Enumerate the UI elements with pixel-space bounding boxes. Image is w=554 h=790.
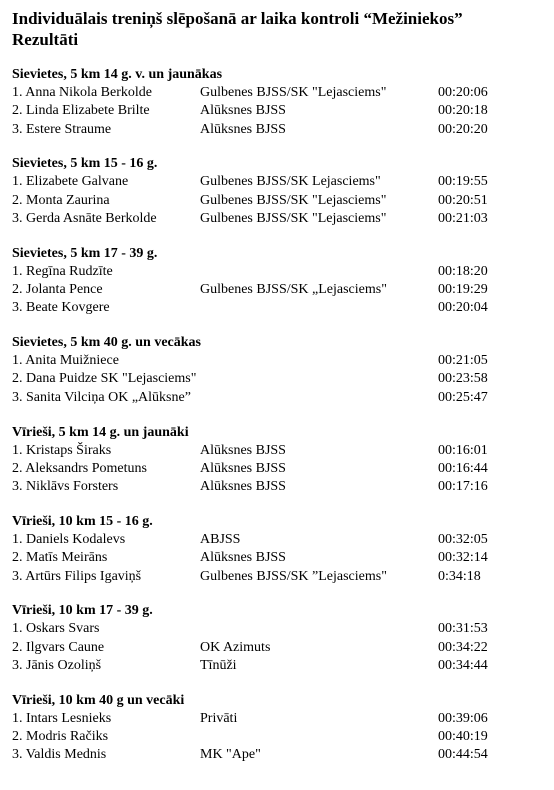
athlete-name: 1. Kristaps Širaks — [12, 442, 112, 458]
title-line-2: Rezultāti — [12, 30, 79, 49]
result-time: 00:23:58 — [438, 371, 488, 387]
athlete-club: Gulbenes BJSS/SK "Lejasciems" — [200, 210, 387, 226]
athlete-name: 3. Jānis Ozoliņš — [12, 657, 102, 673]
athlete-name: 2. Monta Zaurina — [12, 192, 110, 208]
result-row — [12, 710, 544, 728]
athlete-club: Alūksnes BJSS — [200, 103, 286, 119]
document-title — [12, 8, 544, 50]
athlete-club: MK "Ape" — [200, 747, 261, 763]
results-section — [12, 334, 544, 407]
result-row — [12, 299, 544, 317]
result-time: 00:44:54 — [438, 747, 488, 763]
athlete-name: 3. Niklāvs Forsters — [12, 479, 119, 495]
result-row — [12, 746, 544, 764]
athlete-name: 1. Anita Muižniece — [12, 353, 119, 369]
section-heading: Vīrieši, 5 km 14 g. un jaunāki — [12, 424, 189, 440]
athlete-name: 2. Modris Račiks — [12, 729, 109, 745]
athlete-club: OK Azimuts — [200, 639, 271, 655]
result-time: 00:40:19 — [438, 729, 488, 745]
athlete-club: Alūksnes BJSS — [200, 479, 286, 495]
section-heading: Sievietes, 5 km 17 - 39 g. — [12, 245, 158, 261]
result-time: 00:32:14 — [438, 550, 488, 566]
result-row — [12, 210, 544, 228]
result-time: 00:20:04 — [438, 300, 488, 316]
result-row — [12, 531, 544, 549]
results-sections — [12, 66, 544, 765]
result-row — [12, 460, 544, 478]
result-row — [12, 442, 544, 460]
result-row — [12, 352, 544, 370]
result-time: 00:19:55 — [438, 174, 488, 190]
athlete-name: 3. Gerda Asnāte Berkolde — [12, 210, 157, 226]
result-row — [12, 84, 544, 102]
result-row — [12, 549, 544, 567]
result-time: 00:20:06 — [438, 85, 488, 100]
athlete-name: 2. Dana Puidze SK "Lejasciems" — [12, 371, 197, 387]
section-heading: Vīrieši, 10 km 40 g un vecāki — [12, 692, 185, 708]
result-time: 00:20:20 — [438, 121, 488, 137]
result-row — [12, 728, 544, 746]
result-time: 00:21:05 — [438, 353, 488, 369]
result-time: 00:34:22 — [438, 639, 488, 655]
athlete-club: Privāti — [200, 710, 238, 726]
title-line-1: Individuālais treniņš slēpošanā ar laika kontroli “Mežiniekos” — [12, 9, 463, 28]
result-row — [12, 389, 544, 407]
athlete-club: Gulbenes BJSS/SK ”Lejasciems" — [200, 568, 387, 584]
section-heading: Sievietes, 5 km 14 g. v. un jaunākas — [12, 67, 223, 82]
result-time: 00:16:44 — [438, 460, 488, 476]
athlete-club: Gulbenes BJSS/SK "Lejasciems" — [200, 85, 387, 100]
results-section — [12, 424, 544, 497]
result-time: 00:32:05 — [438, 531, 488, 547]
athlete-name: 2. Jolanta Pence — [12, 282, 103, 298]
result-time: 00:31:53 — [438, 621, 488, 637]
result-time: 0:34:18 — [438, 568, 481, 584]
result-row — [12, 639, 544, 657]
athlete-club: Alūksnes BJSS — [200, 121, 286, 137]
result-row — [12, 478, 544, 496]
athlete-name: 3. Sanita Vilciņa OK „Alūksne” — [12, 389, 191, 405]
result-row — [12, 102, 544, 120]
athlete-name: 1. Intars Lesnieks — [12, 710, 112, 726]
athlete-name: 2. Linda Elizabete Brilte — [12, 103, 150, 119]
athlete-name: 1. Regīna Rudzīte — [12, 263, 113, 279]
athlete-name: 3. Artūrs Filips Igaviņš — [12, 568, 142, 584]
athlete-club: Gulbenes BJSS/SK Lejasciems" — [200, 174, 381, 190]
result-time: 00:21:03 — [438, 210, 488, 226]
athlete-name: 2. Aleksandrs Pometuns — [12, 460, 147, 476]
athlete-name: 3. Valdis Mednis — [12, 747, 107, 763]
result-row — [12, 568, 544, 586]
athlete-club: Tīnūži — [200, 657, 237, 673]
section-heading: Vīrieši, 10 km 15 - 16 g. — [12, 513, 153, 529]
athlete-name: 1. Elizabete Galvane — [12, 174, 129, 190]
results-section — [12, 155, 544, 228]
result-row — [12, 173, 544, 191]
athlete-club: Gulbenes BJSS/SK „Lejasciems" — [200, 282, 387, 298]
athlete-club: Alūksnes BJSS — [200, 550, 286, 566]
result-time: 00:18:20 — [438, 263, 488, 279]
athlete-name: 2. Ilgvars Caune — [12, 639, 105, 655]
athlete-club: ABJSS — [200, 531, 241, 547]
result-time: 00:19:29 — [438, 282, 488, 298]
result-row — [12, 281, 544, 299]
result-time: 00:17:16 — [438, 479, 488, 495]
section-heading: Sievietes, 5 km 15 - 16 g. — [12, 156, 158, 172]
results-section — [12, 602, 544, 675]
results-section — [12, 513, 544, 586]
athlete-club: Alūksnes BJSS — [200, 442, 286, 458]
result-row — [12, 657, 544, 675]
result-time: 00:20:51 — [438, 192, 488, 208]
result-row — [12, 192, 544, 210]
result-row — [12, 620, 544, 638]
section-heading: Sievietes, 5 km 40 g. un vecākas — [12, 335, 201, 351]
result-row — [12, 370, 544, 388]
result-time: 00:34:44 — [438, 657, 488, 673]
result-row — [12, 121, 544, 139]
section-heading: Vīrieši, 10 km 17 - 39 g. — [12, 603, 153, 619]
result-row — [12, 263, 544, 281]
result-time: 00:25:47 — [438, 389, 488, 405]
athlete-name: 3. Estere Straume — [12, 121, 112, 137]
result-time: 00:20:18 — [438, 103, 488, 119]
result-time: 00:39:06 — [438, 710, 488, 726]
athlete-name: 1. Anna Nikola Berkolde — [12, 85, 152, 100]
athlete-name: 1. Oskars Svars — [12, 621, 100, 637]
result-time: 00:16:01 — [438, 442, 488, 458]
athlete-name: 2. Matīs Meirāns — [12, 550, 108, 566]
results-section — [12, 245, 544, 318]
athlete-club: Alūksnes BJSS — [200, 460, 286, 476]
athlete-name: 3. Beate Kovgere — [12, 300, 110, 316]
athlete-name: 1. Daniels Kodalevs — [12, 531, 126, 547]
results-section — [12, 692, 544, 765]
results-section — [12, 66, 544, 139]
athlete-club: Gulbenes BJSS/SK "Lejasciems" — [200, 192, 387, 208]
